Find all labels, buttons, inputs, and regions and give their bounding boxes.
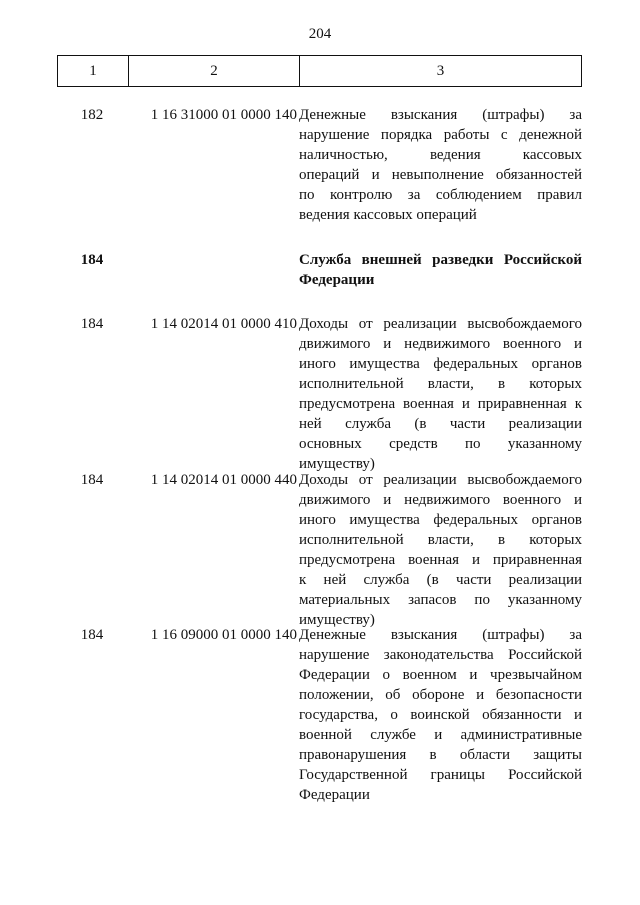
description xyxy=(299,470,582,630)
description-line: имуществу) xyxy=(299,612,375,628)
description-line: положении, об обороне и безопасности xyxy=(299,687,582,703)
budget-code: 1 14 02014 01 0000 410 xyxy=(150,316,297,332)
description-line: материальных запасов по указанному xyxy=(299,592,582,608)
description-line: операций и невыполнение обязанностей xyxy=(299,167,582,183)
description-line: предусмотрена военная и приравненная xyxy=(299,552,582,568)
description xyxy=(299,314,582,474)
description-line: Государственной границы Российской xyxy=(299,767,582,783)
description-line: Доходы от реализации высвобождаемого xyxy=(299,472,582,488)
header-col-1: 1 xyxy=(58,56,129,87)
admin-code: 184 xyxy=(80,627,104,643)
description-line: нарушение законодательства Российской xyxy=(299,647,582,663)
description-line: Служба внешней разведки Российской xyxy=(299,252,582,268)
description-line: к ней служба (в части реализации xyxy=(299,572,582,588)
admin-code: 182 xyxy=(80,107,104,123)
admin-code: 184 xyxy=(80,472,104,488)
description-line: иного имущества федеральных органов xyxy=(299,356,582,372)
section-title xyxy=(299,250,582,290)
budget-code: 1 14 02014 01 0000 440 xyxy=(150,472,297,488)
description-line: нарушение порядка работы с денежной xyxy=(299,127,582,143)
description-line: основных средств по указанному xyxy=(299,436,582,452)
description-line: военной службе и административные xyxy=(299,727,582,743)
description-line: движимого и недвижимого военного и xyxy=(299,492,582,508)
description-line: Федерации xyxy=(299,272,375,288)
description-line: исполнительной власти, в которых xyxy=(299,532,582,548)
admin-code: 184 xyxy=(80,252,104,268)
description-line: имуществу) xyxy=(299,456,375,472)
description xyxy=(299,105,582,225)
description-line: наличностью, ведения кассовых xyxy=(299,147,582,163)
budget-code: 1 16 09000 01 0000 140 xyxy=(150,627,297,643)
table-header xyxy=(57,55,582,87)
description-line: Доходы от реализации высвобождаемого xyxy=(299,316,582,332)
description-line: ведения кассовых операций xyxy=(299,207,477,223)
description-line: Федерации о военном и чрезвычайном xyxy=(299,667,582,683)
description-line: Федерации xyxy=(299,787,370,803)
header-col-2: 2 xyxy=(129,56,300,87)
admin-code: 184 xyxy=(80,316,104,332)
description-line: правонарушения в области защиты xyxy=(299,747,582,763)
description xyxy=(299,625,582,805)
description-line: движимого и недвижимого военного и xyxy=(299,336,582,352)
description-line: Денежные взыскания (штрафы) за xyxy=(299,627,582,643)
description-line: исполнительной власти, в которых xyxy=(299,376,582,392)
budget-code: 1 16 31000 01 0000 140 xyxy=(150,107,297,123)
description-line: предусмотрена военная и приравненная к xyxy=(299,396,582,412)
description-line: иного имущества федеральных органов xyxy=(299,512,582,528)
header-col-3: 3 xyxy=(300,56,582,87)
page-number: 204 xyxy=(308,26,332,42)
description-line: Денежные взыскания (штрафы) за xyxy=(299,107,582,123)
description-line: по контролю за соблюдением правил xyxy=(299,187,582,203)
description-line: ней служба (в части реализации xyxy=(299,416,582,432)
description-line: государства, о воинской обязанности и xyxy=(299,707,582,723)
